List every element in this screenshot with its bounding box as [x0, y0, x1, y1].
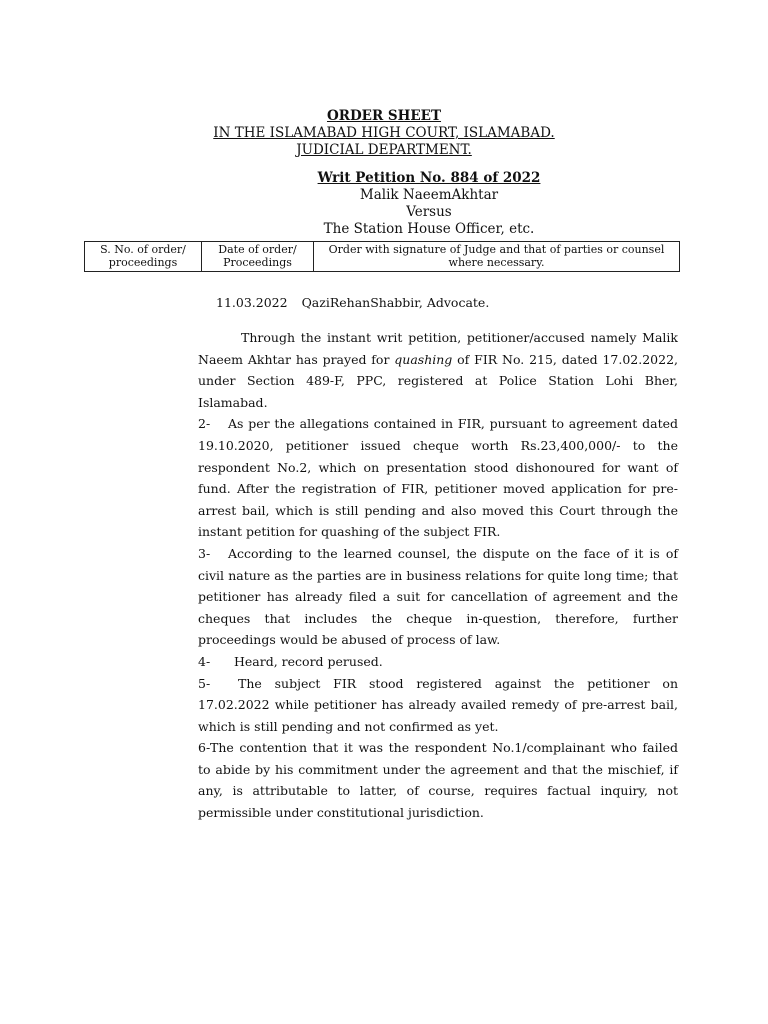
document-title: ORDER SHEET [326, 108, 442, 124]
order-header-table [84, 241, 680, 272]
paragraph-number: 4- [198, 653, 211, 669]
petitioner-name: Malik NaeemAkhtar [359, 187, 499, 203]
paragraph-number: 2- [198, 416, 211, 432]
column-order: Order with signature of Judge and that of parties or counsel where necessary. [314, 242, 680, 272]
paragraph-5: 5- The subject FIR stood registered against the petitioner on 17.02.2022 while petitioner has already availed remedy of pre-arrest bail, which is still pending and not confirmed as yet. [198, 673, 678, 738]
paragraph-number: 3- [198, 545, 211, 561]
counsel-appearance: QaziRehanShabbir, Advocate. [301, 295, 490, 310]
versus-label: Versus [406, 204, 452, 220]
emphasis-quashing: quashing [394, 351, 453, 367]
order-body [198, 327, 678, 824]
court-name: IN THE ISLAMABAD HIGH COURT, ISLAMABAD. [213, 125, 555, 141]
paragraph-6: 6-The contention that it was the respondent No.1/complainant who failed to abide by his commitment under the agreement and that the mischief, if any, is attributable to latter, of course, requires factual inquiry, not permissible under constitutional jurisdiction. [198, 737, 678, 823]
paragraph-number: 5- [198, 675, 211, 691]
table-header-row [85, 242, 680, 272]
column-date: Date of order/ Proceedings [202, 242, 314, 272]
document-header [0, 108, 768, 159]
column-serial-number: S. No. of order/ proceedings [85, 242, 202, 272]
paragraph-number: 6- [198, 740, 211, 756]
paragraph-4: 4- Heard, record perused. [198, 651, 678, 673]
case-caption [0, 170, 768, 238]
proceeding-date: 11.03.2022 [216, 295, 288, 310]
paragraph-3: 3- According to the learned counsel, the dispute on the face of it is of civil nature as the parties are in business relations for quite long time; that petitioner has already filed a suit for cancellation of agreement and the cheques that includes the cheque in-question, therefore, further proceedings would be abused of process of law. [198, 543, 678, 651]
case-number: Writ Petition No. 884 of 2022 [317, 170, 541, 186]
proceeding-entry [216, 295, 489, 311]
paragraph-1: Through the instant writ petition, petitioner/accused namely Malik Naeem Akhtar has prayed for quashing of FIR No. 215, dated 17.02.2022, under Section 489-F, PPC, registered at Police Station Lohi Bher, Islamabad. [198, 330, 678, 410]
paragraph-2: 2- As per the allegations contained in FIR, pursuant to agreement dated 19.10.2020, petitioner issued cheque worth Rs.23,400,000/- to the respondent No.2, which on presentation stood dishonoured for want of fund. After the registration of FIR, petitioner moved application for pre-arrest bail, which is still pending and also moved this Court through the instant petition for quashing of the subject FIR. [198, 413, 678, 543]
respondent-name: The Station House Officer, etc. [323, 221, 535, 237]
department-name: JUDICIAL DEPARTMENT. [296, 142, 472, 158]
